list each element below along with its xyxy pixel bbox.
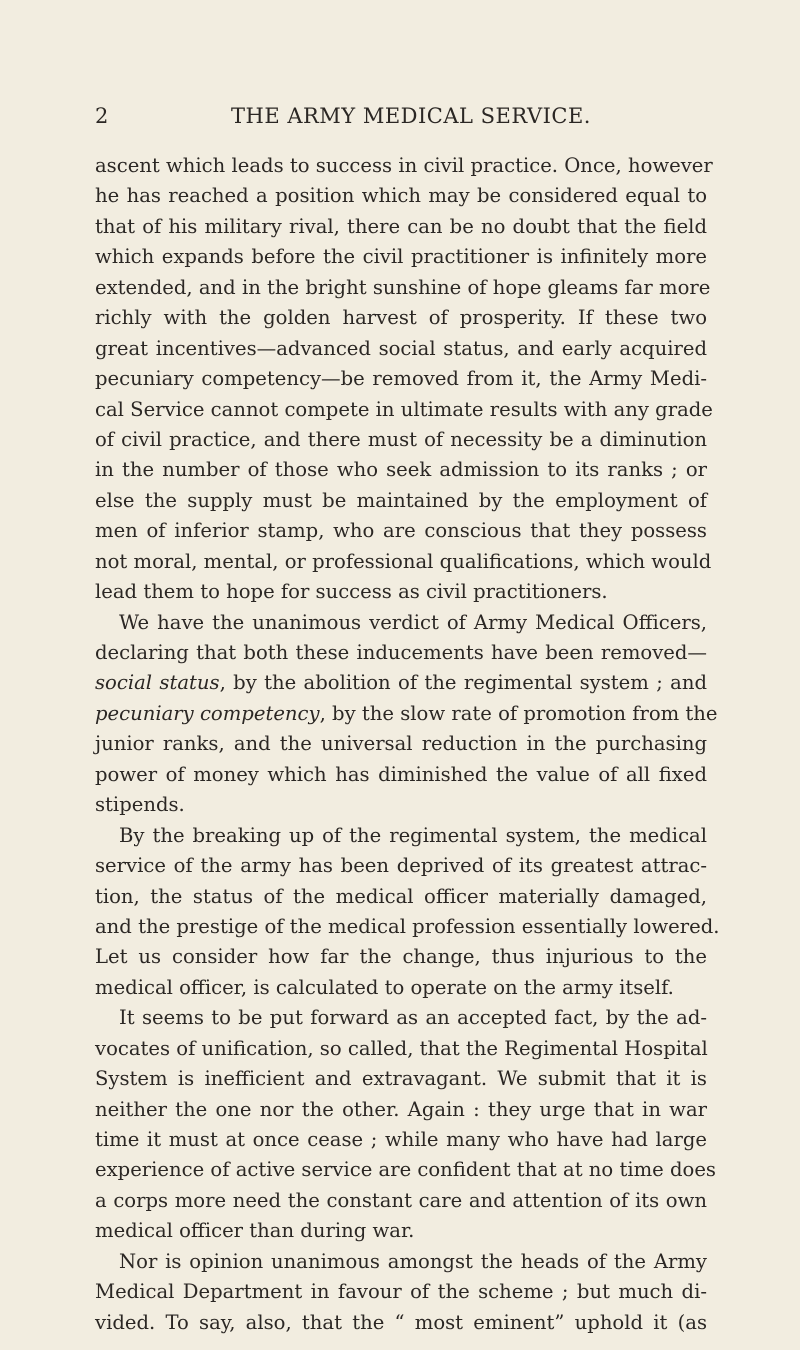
body-text <box>95 151 720 1338</box>
text-line: vided. To say, also, that the “ most eminent” uphold it (as <box>95 1310 707 1334</box>
text-line: declaring that both these inducements have been removed— <box>95 641 707 664</box>
text-line: time it must at once cease ; while many who have had large <box>95 1128 707 1151</box>
text-line: not moral, mental, or professional qualifications, which would <box>95 549 712 573</box>
text-line: richly with the golden harvest of prosperity. If these two <box>95 306 707 330</box>
italic-phrase: social status <box>95 671 220 695</box>
text-line: lead them to hope for success as civil practitioners. <box>95 580 608 604</box>
text-line: By the breaking up of the regimental system, the medical <box>119 823 707 847</box>
text-line: Nor is opinion unanimous amongst the heads of the Army <box>119 1249 707 1273</box>
text-line: medical officer, is calculated to operate on the army itself. <box>95 975 674 999</box>
text-line: power of money which has diminished the value of all fixed <box>95 762 707 786</box>
text-line: junior ranks, and the universal reduction in the purchasing <box>95 732 707 756</box>
text-line: in the number of those who seek admission to its ranks ; or <box>95 458 707 482</box>
text-line: experience of active service are confident that at no time does <box>95 1158 716 1182</box>
text-line: extended, and in the bright sunshine of hope gleams far more <box>95 275 711 299</box>
page-header <box>95 104 705 134</box>
text-line: medical officer than during war. <box>95 1219 415 1243</box>
text-line: System is inefficient and extravagant. We submit that it is <box>95 1067 707 1091</box>
line-continuation: , by the slow rate of promotion from the <box>319 701 718 725</box>
text-line: Let us consider how far the change, thus injurious to the <box>95 945 707 969</box>
text-line: vocates of unification, so called, that the Regimental Hospital <box>95 1036 708 1060</box>
text-line: which expands before the civil practitioner is infinitely more <box>95 245 707 269</box>
text-line: that of his military rival, there can be no doubt that the field <box>95 214 707 238</box>
text-line: ascent which leads to success in civil practice. Once, however <box>95 154 713 177</box>
text-line: a corps more need the constant care and attention of its own <box>95 1188 707 1212</box>
running-title: THE ARMY MEDICAL SERVICE. <box>231 104 591 128</box>
text-line: great incentives—advanced social status, and early acquired <box>95 336 707 360</box>
text-line: men of inferior stamp, who are conscious that they possess <box>95 519 707 543</box>
text-line: and the prestige of the medical profession essentially lowered. <box>95 914 720 938</box>
text-line: cal Service cannot compete in ultimate results with any grade <box>95 397 713 421</box>
page-number: 2 <box>95 104 109 128</box>
text-line <box>95 668 707 698</box>
text-line: of civil practice, and there must of necessity be a diminution <box>95 427 707 451</box>
text-line: service of the army has been deprived of its greatest attrac- <box>95 854 707 878</box>
italic-phrase: pecuniary competency <box>95 701 320 725</box>
text-line: neither the one nor the other. Again : they urge that in war <box>95 1097 707 1121</box>
text-line: Medical Department in favour of the scheme ; but much di- <box>95 1280 707 1304</box>
text-line <box>95 699 718 729</box>
text-line: pecuniary competency—be removed from it, the Army Medi- <box>95 367 707 391</box>
text-line: It seems to be put forward as an accepted fact, by the ad- <box>119 1006 707 1030</box>
line-continuation: , by the abolition of the regimental system ; and <box>219 671 707 695</box>
text-line: tion, the status of the medical officer materially damaged, <box>95 884 707 908</box>
text-line: he has reached a position which may be considered equal to <box>95 184 707 208</box>
text-line: We have the unanimous verdict of Army Medical Officers, <box>119 610 707 634</box>
text-line: else the supply must be maintained by the employment of <box>95 488 707 512</box>
text-line: stipends. <box>95 793 185 817</box>
